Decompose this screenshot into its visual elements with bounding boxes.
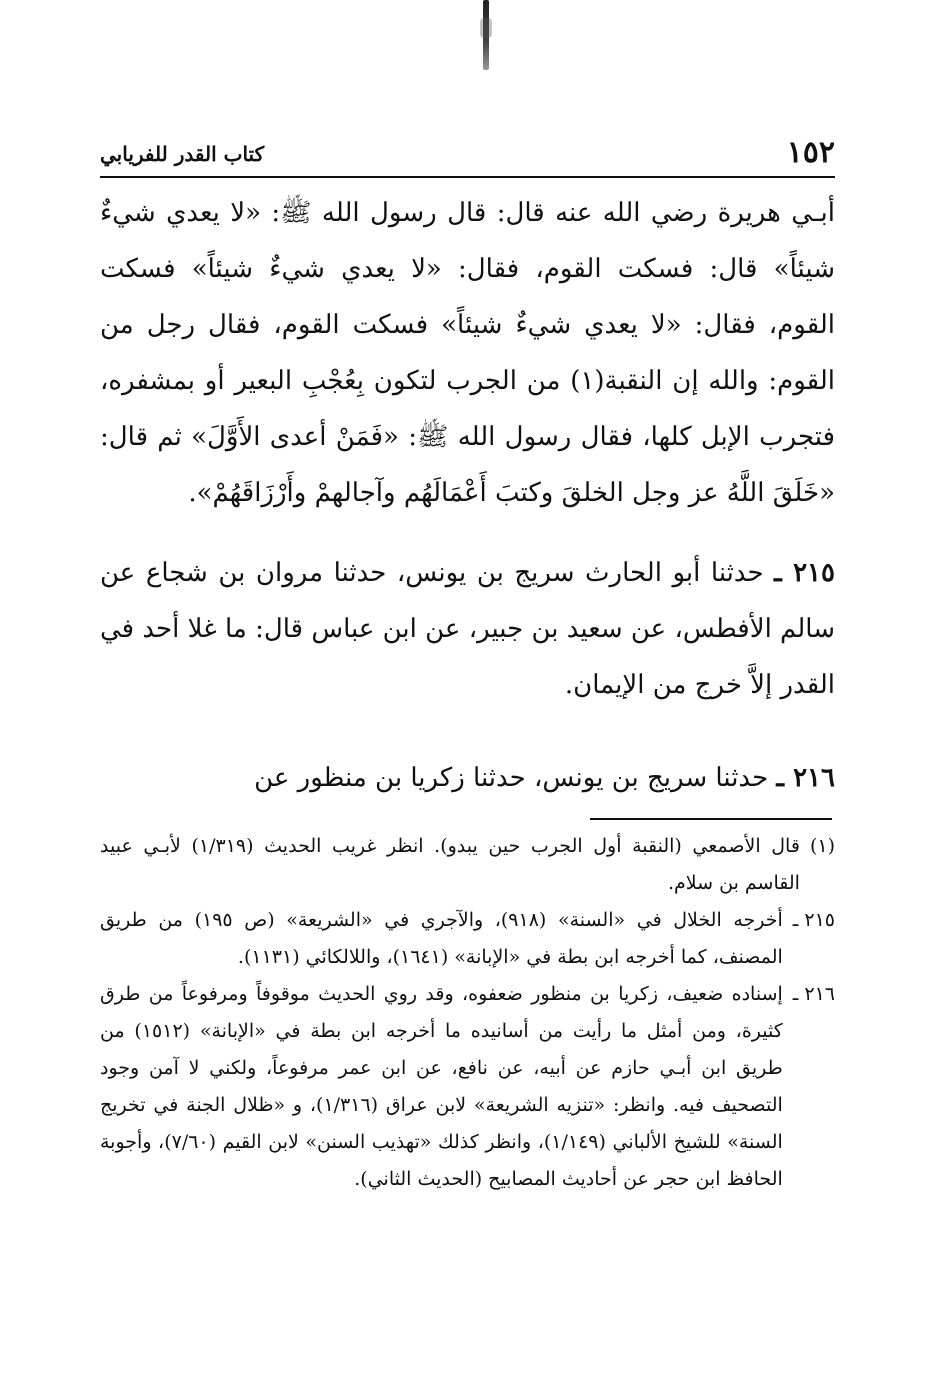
footnote-item (100, 976, 835, 1198)
hadith-216 (100, 750, 835, 806)
hadith-215 (100, 545, 835, 713)
hadith-number: ٢١٦ ـ (776, 763, 835, 793)
page-header (100, 133, 835, 173)
hadith-number: ٢١٥ ـ (774, 558, 835, 588)
footnote-marker: (١) (809, 835, 835, 857)
binding-mark (483, 0, 489, 70)
body-paragraph: أبـي هريرة رضي الله عنه قال: قال رسول الله ﷺ: «لا يعدي شيءٌ شيئاً» قال: فسكت القوم، فقال: «لا يعدي شيءٌ شيئاً» فسكت القوم، فقال: «لا يعدي شيءٌ شيئاً» فسكت القوم، فقال رجل من القوم: والله إن النقبة(١) من الجرب لتكون بِعُجْبِ البعير أو بمشفره، فتجرب الإبل كلها، فقال رسول الله ﷺ: «فَمَنْ أعدى الأَوَّلَ» ثم قال: «خَلَقَ اللَّهُ عز وجل الخلقَ وكتبَ أَعْمَالَهُم وآجالهمْ وأَرْزَاقَهُمْ». (100, 198, 835, 508)
footnote-marker: ٢١٦ ـ (792, 983, 835, 1005)
hadith-text: حدثنا سريج بن يونس، حدثنا زكريا بن منظور عن (254, 763, 769, 793)
hadith-text: حدثنا أبو الحارث سريج بن يونس، حدثنا مروان بن شجاع عن سالم الأفطس، عن سعيد بن جبير، عن ابن عباس قال: ما غلا أحد في القدر إلاَّ خرج من الإيمان. (100, 558, 835, 700)
footnotes (100, 828, 835, 1198)
footnote-text: قال الأصمعي (النقبة أول الجرب حين يبدو). انظر غريب الحديث (١/٣١٩) لأبـي عبيد القاسم بن سلام. (100, 835, 800, 894)
footnote-item (100, 828, 835, 902)
footnote-marker: ٢١٥ ـ (792, 909, 835, 931)
footnote-text: أخرجه الخلال في «السنة» (٩١٨)، والآجري في «الشريعة» (ص ١٩٥) من طريق المصنف، كما أخرجه ابن بطة في «الإبانة» (١٦٤١)، واللالكائي (١١٣١). (100, 909, 783, 968)
footnote-text: إسناده ضعيف، زكريا بن منظور ضعفوه، وقد روي الحديث موقوفاً ومرفوعاً من طرق كثيرة، ومن أمثل ما رأيت من أسانيده ما أخرجه ابن بطة في «الإبانة» (١٥١٢) من طريق ابن أبـي حازم عن أبيه، عن نافع، عن ابن عمر مرفوعاً، ولكني لا آمن وجود التصحيف فيه. وانظر: «تنزيه الشريعة» لابن عراق (١/٣١٦)، و «ظلال الجنة في تخريج السنة» للشيخ الألباني (١/١٤٩)، وانظر كذلك «تهذيب السنن» لابن القيم (٧/٦٠)، وأجوبة الحافظ ابن حجر عن أحاديث المصابيح (الحديث الثاني). (100, 983, 783, 1190)
header-rule (100, 176, 835, 178)
page-number: ١٥٢ (786, 135, 835, 170)
book-title: كتاب القدر للفريابي (100, 142, 265, 166)
footnote-item (100, 902, 835, 976)
footnote-rule (590, 818, 832, 820)
